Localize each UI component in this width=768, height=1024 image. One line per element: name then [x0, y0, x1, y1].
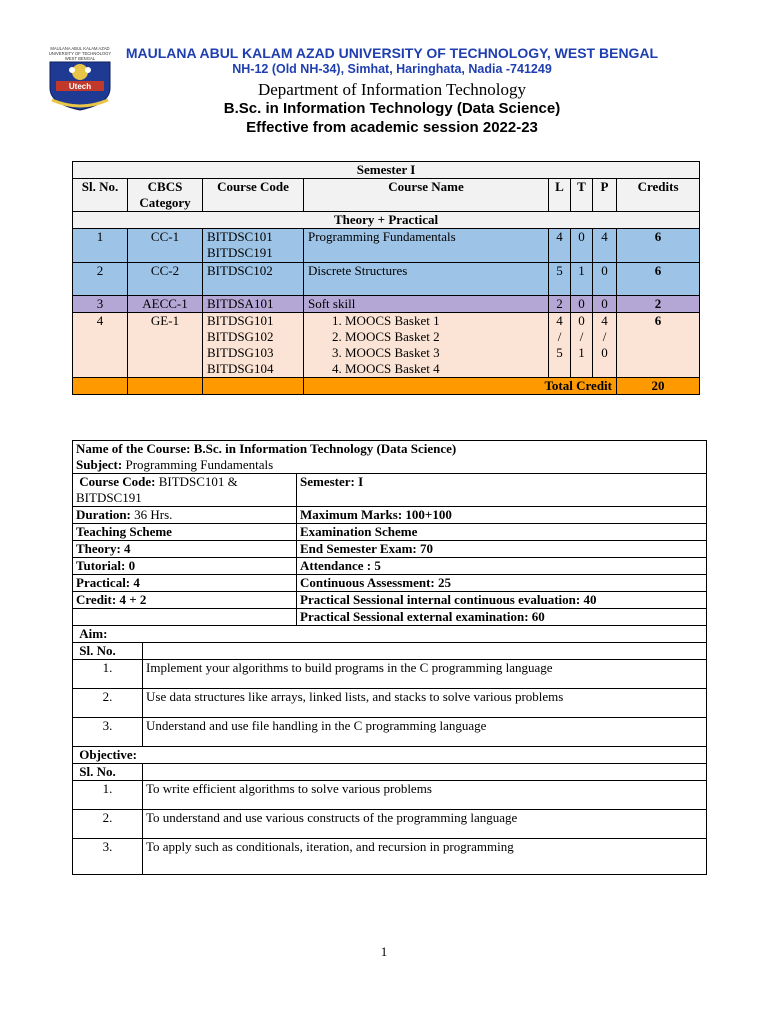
aim-number: 2.: [73, 689, 143, 718]
col-header-code: Course Code: [203, 179, 304, 212]
table-row: [73, 660, 707, 689]
row-credits: 6: [617, 229, 700, 263]
subject-value: Programming Fundamentals: [125, 457, 274, 472]
course-code-value: BITDSC101 &: [158, 474, 238, 489]
aim-text: Use data structures like arrays, linked lists, and stacks to solve various problems: [143, 689, 707, 718]
p-value: 0: [601, 345, 608, 360]
aim-number: 3.: [73, 718, 143, 747]
total-credit-label: Total Credit: [304, 378, 617, 395]
row-category: AECC-1: [128, 296, 203, 313]
theory-row: [73, 541, 707, 558]
credit-row: [73, 592, 707, 609]
duration-cell: [73, 507, 297, 524]
row-codes: BITDSA101: [203, 296, 304, 313]
course-code: BITDSG102: [207, 329, 274, 344]
objective-label-text: Objective:: [79, 747, 138, 762]
list-item: 3. MOOCS Basket 3: [332, 345, 440, 360]
semester-label: Semester: I: [297, 474, 707, 507]
duration-label: Duration:: [76, 507, 131, 522]
course-code: BITDSG103: [207, 345, 274, 360]
row-l: [549, 313, 571, 378]
row-p: 0: [593, 263, 617, 296]
row-l: 5: [549, 263, 571, 296]
effective-session: Effective from academic session 2022-23: [246, 119, 538, 136]
course-code: BITDSC101: [207, 229, 273, 244]
duration-row: [73, 507, 707, 524]
course-code: BITDSC191: [207, 245, 273, 260]
table-row: [73, 313, 700, 378]
course-code: BITDSG101: [207, 313, 274, 328]
row-course-name: Soft skill: [304, 296, 549, 313]
empty-cell: [143, 764, 707, 781]
row-category: CC-1: [128, 229, 203, 263]
semester-title: Semester I: [73, 162, 700, 179]
col-header-name: Course Name: [304, 179, 549, 212]
credit: Credit: 4 + 2: [73, 592, 297, 609]
course-code-row: [73, 474, 707, 507]
l-value: 5: [556, 345, 563, 360]
course-code-label: Course Code:: [79, 474, 156, 489]
end-semester-exam: End Semester Exam: 70: [297, 541, 707, 558]
row-t: [571, 313, 593, 378]
row-sl: 3: [73, 296, 128, 313]
external-row: [73, 609, 707, 626]
svg-text:UNIVERSITY OF TECHNOLOGY: UNIVERSITY OF TECHNOLOGY: [48, 51, 112, 56]
max-marks: Maximum Marks: 100+100: [297, 507, 707, 524]
aim-number: 1.: [73, 660, 143, 689]
t-separator: /: [579, 329, 584, 344]
practical-sessional-internal: Practical Sessional internal continuous evaluation: 40: [297, 592, 707, 609]
col-header-credits: Credits: [617, 179, 700, 212]
row-sl: 2: [73, 263, 128, 296]
objective-number: 2.: [73, 810, 143, 839]
course-code: BITDSG104: [207, 361, 274, 376]
objective-text: To write efficient algorithms to solve various problems: [143, 781, 707, 810]
aim-label-text: Aim:: [79, 626, 108, 641]
row-course-name: Programming Fundamentals: [304, 229, 549, 263]
col-header-t: T: [571, 179, 593, 212]
list-item: 2. MOOCS Basket 2: [332, 329, 440, 344]
col-header-category: CBCS Category: [128, 179, 203, 212]
aim-sl-row: [73, 643, 707, 660]
list-item: 4. MOOCS Basket 4: [332, 361, 440, 376]
total-empty-cell: [73, 378, 128, 395]
course-name-cell: [73, 441, 707, 474]
row-credits: 6: [617, 263, 700, 296]
empty-cell: [73, 609, 297, 626]
sl-label-text: Sl. No.: [79, 643, 116, 658]
row-p: [593, 313, 617, 378]
aim-row: [73, 626, 707, 643]
row-p: 0: [593, 296, 617, 313]
logo-text: Utech: [68, 82, 92, 91]
programme-title: B.Sc. in Information Technology (Data Science): [223, 100, 561, 117]
aim-text: Implement your algorithms to build programs in the C programming language: [143, 660, 707, 689]
table-row: [73, 229, 700, 263]
p-value: 4: [601, 313, 608, 328]
l-value: 4: [556, 313, 563, 328]
total-credit-value: 20: [617, 378, 700, 395]
table-row: [73, 689, 707, 718]
total-empty-cell: [203, 378, 304, 395]
row-credits: 2: [617, 296, 700, 313]
practical-row: [73, 575, 707, 592]
university-name: MAULANA ABUL KALAM AZAD UNIVERSITY OF TECHNOLOGY, WEST BENGAL: [125, 45, 659, 61]
objective-text: To understand and use various constructs of the programming language: [143, 810, 707, 839]
row-category: GE-1: [128, 313, 203, 378]
sl-label-text: Sl. No.: [79, 764, 116, 779]
row-t: 0: [571, 229, 593, 263]
row-category: CC-2: [128, 263, 203, 296]
t-value: 1: [578, 345, 585, 360]
university-address: NH-12 (Old NH-34), Simhat, Haringhata, Nadia -741249: [232, 62, 552, 76]
table-row: [73, 781, 707, 810]
table-row: [73, 718, 707, 747]
objective-number: 1.: [73, 781, 143, 810]
list-item: 1. MOOCS Basket 1: [332, 313, 440, 328]
row-sl: 4: [73, 313, 128, 378]
l-separator: /: [557, 329, 562, 344]
group-label: Theory + Practical: [73, 212, 700, 229]
attendance: Attendance : 5: [297, 558, 707, 575]
row-t: 1: [571, 263, 593, 296]
exam-scheme: Examination Scheme: [297, 524, 707, 541]
sl-label: [73, 764, 143, 781]
practical: Practical: 4: [73, 575, 297, 592]
aim-text: Understand and use file handling in the C programming language: [143, 718, 707, 747]
row-codes: [203, 229, 304, 263]
scheme-row: [73, 524, 707, 541]
university-logo: [42, 44, 118, 112]
objective-text: To apply such as conditionals, iteration, and recursion in programming: [143, 839, 707, 875]
col-header-l: L: [549, 179, 571, 212]
department-name: Department of Information Technology: [257, 80, 527, 99]
objective-row: [73, 747, 707, 764]
row-credits: 6: [617, 313, 700, 378]
row-p: 4: [593, 229, 617, 263]
table-row: [73, 296, 700, 313]
row-course-names: [304, 313, 549, 378]
table-row: [73, 810, 707, 839]
course-name: Name of the Course: B.Sc. in Information Technology (Data Science): [76, 441, 457, 456]
svg-text:WEST BENGAL: WEST BENGAL: [64, 56, 96, 61]
objective-number: 3.: [73, 839, 143, 875]
theory: Theory: 4: [73, 541, 297, 558]
moocs-list: [308, 313, 544, 377]
table-row: [73, 263, 700, 296]
aim-label: [73, 626, 707, 643]
row-l: 4: [549, 229, 571, 263]
subject-line: [76, 457, 703, 473]
total-row: [73, 378, 700, 395]
group-label-row: [73, 212, 700, 229]
course-details-table: [72, 440, 707, 875]
table-row: [73, 839, 707, 875]
duration-value: 36 Hrs.: [134, 507, 173, 522]
course-name-row: [73, 441, 707, 474]
row-t: 0: [571, 296, 593, 313]
semester-title-row: [73, 162, 700, 179]
objective-label: [73, 747, 707, 764]
empty-cell: [143, 643, 707, 660]
tutorial-row: [73, 558, 707, 575]
row-codes: BITDSC102: [203, 263, 304, 296]
col-header-sl: Sl. No.: [73, 179, 128, 212]
course-code-cell: [73, 474, 297, 507]
sl-label: [73, 643, 143, 660]
tutorial: Tutorial: 0: [73, 558, 297, 575]
practical-sessional-external: Practical Sessional external examination: 60: [297, 609, 707, 626]
p-separator: /: [602, 329, 607, 344]
objective-sl-row: [73, 764, 707, 781]
continuous-assessment: Continuous Assessment: 25: [297, 575, 707, 592]
col-header-p: P: [593, 179, 617, 212]
row-course-name: Discrete Structures: [304, 263, 549, 296]
row-sl: 1: [73, 229, 128, 263]
svg-text:MAULANA ABUL KALAM AZAD: MAULANA ABUL KALAM AZAD: [50, 46, 110, 51]
semester-header-row: [73, 179, 700, 212]
page-number: 1: [380, 944, 388, 959]
row-l: 2: [549, 296, 571, 313]
teaching-scheme: Teaching Scheme: [73, 524, 297, 541]
row-codes: [203, 313, 304, 378]
t-value: 0: [578, 313, 585, 328]
course-code-value-2: BITDSC191: [76, 490, 142, 505]
semester-table: [72, 161, 700, 395]
subject-label: Subject:: [76, 457, 123, 472]
total-empty-cell: [128, 378, 203, 395]
